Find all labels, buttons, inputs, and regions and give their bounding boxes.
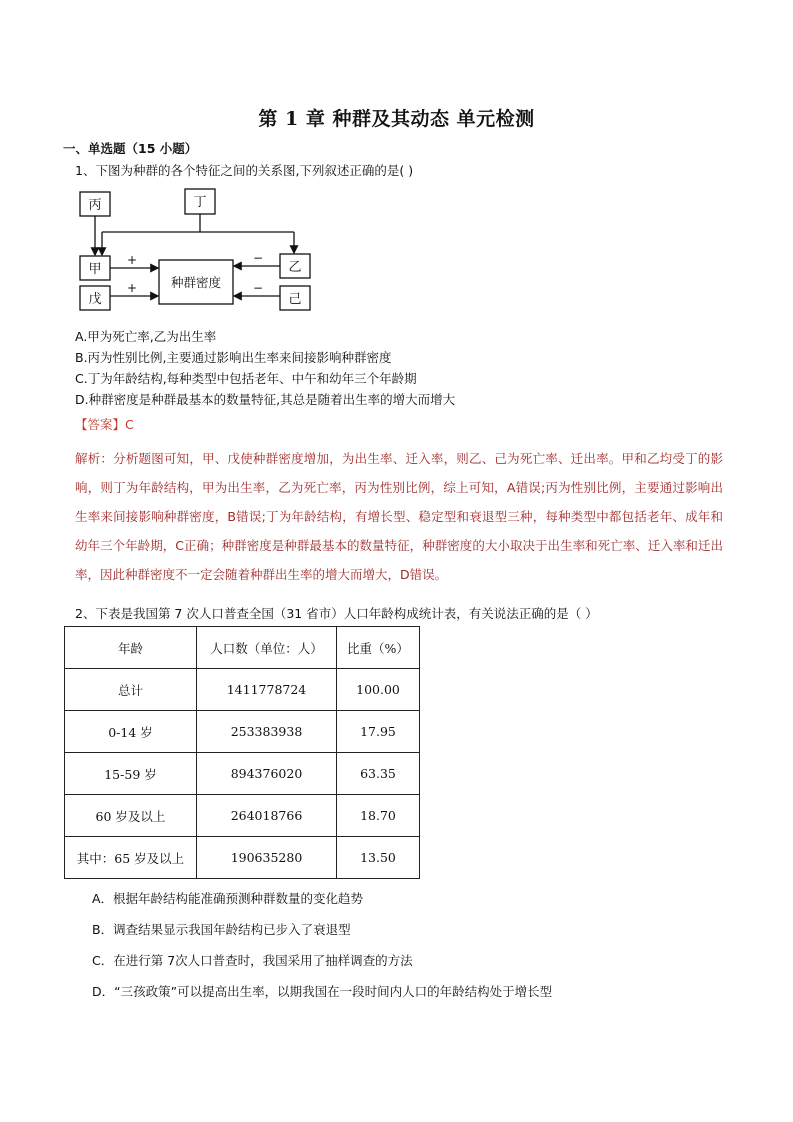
table-header-cell: 年龄 (65, 627, 197, 669)
table-row (65, 795, 420, 837)
table-row (65, 837, 420, 879)
label-jia: 甲 (88, 262, 102, 277)
question-2-stem: 2、下表是我国第 7 次人口普查全国（31 省市）人口年龄构成统计表，有关说法正确的是（ ） (75, 606, 598, 621)
table-cell: 60 岁及以上 (65, 795, 197, 837)
q1-option-b: B.丙为性别比例,主要通过影响出生率来间接影响种群密度 (75, 350, 392, 365)
table-cell: 17.95 (337, 711, 420, 753)
label-bing: 丙 (88, 198, 102, 213)
q1-option-a: A.甲为死亡率,乙为出生率 (75, 329, 217, 344)
q2-option-c: C．在进行第 7次人口普查时，我国采用了抽样调查的方法 (92, 953, 413, 968)
table-cell: 1411778724 (197, 669, 337, 711)
table-header-row (65, 627, 420, 669)
table-cell: 15-59 岁 (65, 753, 197, 795)
table-row (65, 753, 420, 795)
table-row (65, 711, 420, 753)
table-cell: 253383938 (197, 711, 337, 753)
table-row (65, 669, 420, 711)
table-cell: 0-14 岁 (65, 711, 197, 753)
sign-plus-1: + (126, 253, 138, 267)
label-center: 种群密度 (170, 275, 222, 290)
q1-explanation: 解析：分析题图可知，甲、戊使种群密度增加，为出生率、迁入率，则乙、己为死亡率、迁出率。甲和乙均受丁的影响，则丁为年龄结构，甲为出生率，乙为死亡率，丙为性别比例，综上可知，A错误;丙为性别比例，主要通过影响出生率来间接影响种群密度，B错误;丁为年龄结构，有增长型、稳定型和衰退型三种，每种类型中都包括老年、成年和幼年三个年龄期，C正确；种群密度是种群最基本的数量特征，种群密度的大小取决于出生率和死亡率、迁入率和迁出率，因此种群密度不一定会随着种群出生率的增大而增大，D错误。 (75, 451, 723, 582)
page-title: 第 1 章 种群及其动态 单元检测 (258, 108, 535, 130)
table-cell: 264018766 (197, 795, 337, 837)
population-age-table (64, 626, 420, 879)
table-cell: 894376020 (197, 753, 337, 795)
table-cell: 190635280 (197, 837, 337, 879)
table-cell: 18.70 (337, 795, 420, 837)
section-heading: 一、单选题（15 小题） (63, 141, 198, 156)
table-cell: 13.50 (337, 837, 420, 879)
table-header-cell: 人口数（单位：人） (197, 627, 337, 669)
q2-option-d: D．“三孩政策”可以提高出生率，以期我国在一段时间内人口的年龄结构处于增长型 (92, 984, 553, 999)
label-yi: 乙 (288, 260, 302, 275)
sign-plus-2: + (126, 281, 138, 295)
answer-tag: 【答案】 (75, 417, 126, 432)
population-relationship-diagram (72, 186, 322, 316)
answer-value: C (125, 417, 134, 432)
q1-answer (75, 415, 134, 433)
table-header-cell: 比重（%） (337, 627, 420, 669)
sign-minus-1: − (252, 251, 264, 265)
label-ji: 己 (288, 292, 302, 307)
table-cell: 100.00 (337, 669, 420, 711)
label-ding: 丁 (193, 195, 207, 210)
q1-option-c: C.丁为年龄结构,每种类型中包括老年、中午和幼年三个年龄期 (75, 371, 417, 386)
table-cell: 63.35 (337, 753, 420, 795)
sign-minus-2: − (252, 281, 264, 295)
label-wu: 戊 (88, 292, 102, 307)
q1-option-d: D.种群密度是种群最基本的数量特征,其总是随着出生率的增大而增大 (75, 392, 456, 407)
q2-option-a: A．根据年龄结构能准确预测种群数量的变化趋势 (92, 891, 364, 906)
table-cell: 总计 (65, 669, 197, 711)
q2-option-b: B．调查结果显示我国年龄结构已步入了衰退型 (92, 922, 351, 937)
question-1-stem: 1、下图为种群的各个特征之间的关系图,下列叙述正确的是( ) (75, 163, 414, 178)
table-cell: 其中：65 岁及以上 (65, 837, 197, 879)
